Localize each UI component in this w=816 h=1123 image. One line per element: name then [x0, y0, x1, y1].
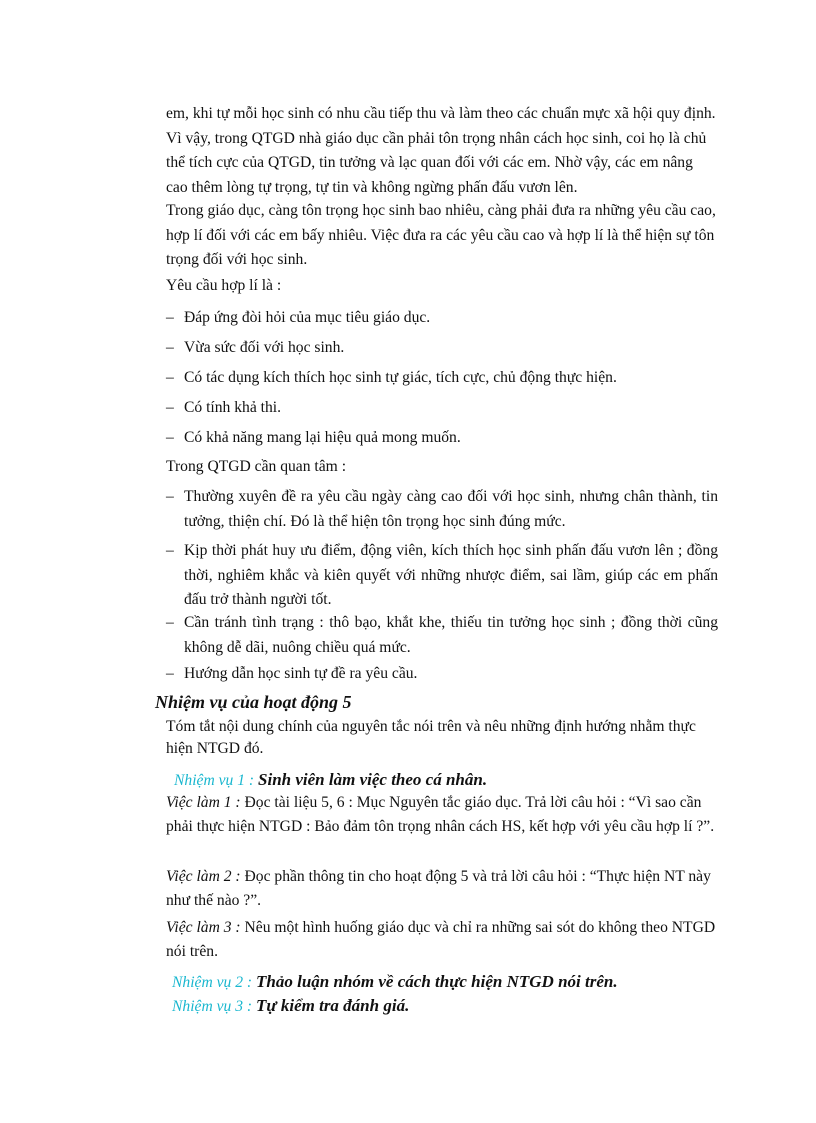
task-1-title: Sinh viên làm việc theo cá nhân.	[258, 770, 488, 789]
requirement-text: Có tính khả thi.	[184, 399, 282, 416]
task-2-title: Thảo luận nhóm về cách thực hiện NTGD nói trên.	[256, 972, 618, 991]
requirement-item	[166, 366, 718, 391]
dash-marker: –	[166, 429, 174, 446]
activity-heading: Nhiệm vụ của hoạt động 5	[155, 692, 352, 712]
intro-paragraph-2: Trong giáo dục, càng tôn trọng học sinh bao nhiêu, càng phải đưa ra những yêu cầu cao, hợp lí đối với các em bấy nhiêu. Việc đưa ra các yêu cầu cao và hợp lí là thể hiện sự tôn trọng đối với học sinh.	[166, 202, 716, 268]
dash-marker: –	[166, 665, 174, 682]
attention-text: Hướng dẫn học sinh tự đề ra yêu cầu.	[184, 665, 418, 682]
requirement-text: Đáp ứng đòi hỏi của mục tiêu giáo dục.	[184, 309, 431, 326]
intro-paragraph-1: em, khi tự mỗi học sinh có nhu cầu tiếp thu và làm theo các chuẩn mực xã hội quy định. Vì vậy, trong QTGD nhà giáo dục cần phải tôn trọng nhân cách học sinh, coi họ là chủ thể tích cực của QTGD, tin tưởng và lạc quan đối với các em. Nhờ vậy, các em nâng cao thêm lòng tự trọng, tự tin và không ngừng phấn đấu vươn lên.	[166, 105, 716, 196]
requirement-item	[166, 336, 718, 361]
attention-item	[166, 611, 718, 660]
dash-marker: –	[166, 399, 174, 416]
work-1-label: Việc làm 1 :	[166, 794, 241, 811]
task-1	[174, 768, 726, 793]
attention-lead: Trong QTGD cần quan tâm :	[166, 458, 347, 475]
task-1-label: Nhiệm vụ 1 :	[174, 772, 255, 789]
dash-marker: –	[166, 369, 174, 386]
work-1-text: Đọc tài liệu 5, 6 : Mục Nguyên tắc giáo dục. Trả lời câu hỏi : “Vì sao cần phải thực hiện NTGD : Bảo đảm tôn trọng nhân cách HS, kết hợp với yêu cầu hợp lí ?”.	[166, 794, 715, 835]
work-3	[166, 916, 718, 964]
attention-text: Thường xuyên đề ra yêu cầu ngày càng cao đối với học sinh, nhưng chân thành, tin tưởng, thiện chí. Đó là thể hiện tôn trọng học sinh đúng mức.	[184, 488, 718, 530]
work-3-label: Việc làm 3 :	[166, 919, 241, 936]
activity-summary: Tóm tắt nội dung chính của nguyên tắc nói trên và nêu những định hướng nhằm thực hiện NTGD đó.	[166, 718, 696, 757]
requirement-item	[166, 306, 718, 331]
dash-marker: –	[166, 309, 174, 326]
requirements-lead: Yêu cầu hợp lí là :	[166, 277, 282, 294]
task-2	[172, 970, 724, 995]
dash-marker: –	[166, 542, 174, 559]
dash-marker: –	[166, 488, 174, 505]
requirement-item	[166, 396, 718, 421]
attention-text: Kịp thời phát huy ưu điểm, động viên, kích thích học sinh phấn đấu vươn lên ; đồng thời, nghiêm khắc và kiên quyết với những nhược điểm, sai lầm, giúp các em phấn đấu trở thành người tốt.	[184, 542, 718, 608]
requirement-item	[166, 426, 718, 451]
dash-marker: –	[166, 614, 174, 631]
task-2-label: Nhiệm vụ 2 :	[172, 974, 253, 991]
work-2-text: Đọc phần thông tin cho hoạt động 5 và trả lời câu hỏi : “Thực hiện NT này như thế nào ?”.	[166, 868, 711, 909]
task-3	[172, 994, 724, 1019]
requirement-text: Có khả năng mang lại hiệu quả mong muốn.	[184, 429, 461, 446]
work-3-text: Nêu một hình huống giáo dục và chỉ ra những sai sót do không theo NTGD nói trên.	[166, 919, 716, 960]
attention-text: Cần tránh tình trạng : thô bạo, khắt khe, thiếu tin tưởng học sinh ; đồng thời cũng không dễ dãi, nuông chiều quá mức.	[184, 614, 718, 656]
requirement-text: Vừa sức đối với học sinh.	[184, 339, 345, 356]
attention-item	[166, 485, 718, 534]
dash-marker: –	[166, 339, 174, 356]
attention-item	[166, 662, 718, 687]
attention-item	[166, 539, 718, 613]
task-3-label: Nhiệm vụ 3 :	[172, 998, 253, 1015]
work-2-label: Việc làm 2 :	[166, 868, 241, 885]
work-2	[166, 865, 718, 913]
requirement-text: Có tác dụng kích thích học sinh tự giác, tích cực, chủ động thực hiện.	[184, 369, 617, 386]
task-3-title: Tự kiểm tra đánh giá.	[256, 996, 410, 1015]
work-1	[166, 791, 718, 839]
